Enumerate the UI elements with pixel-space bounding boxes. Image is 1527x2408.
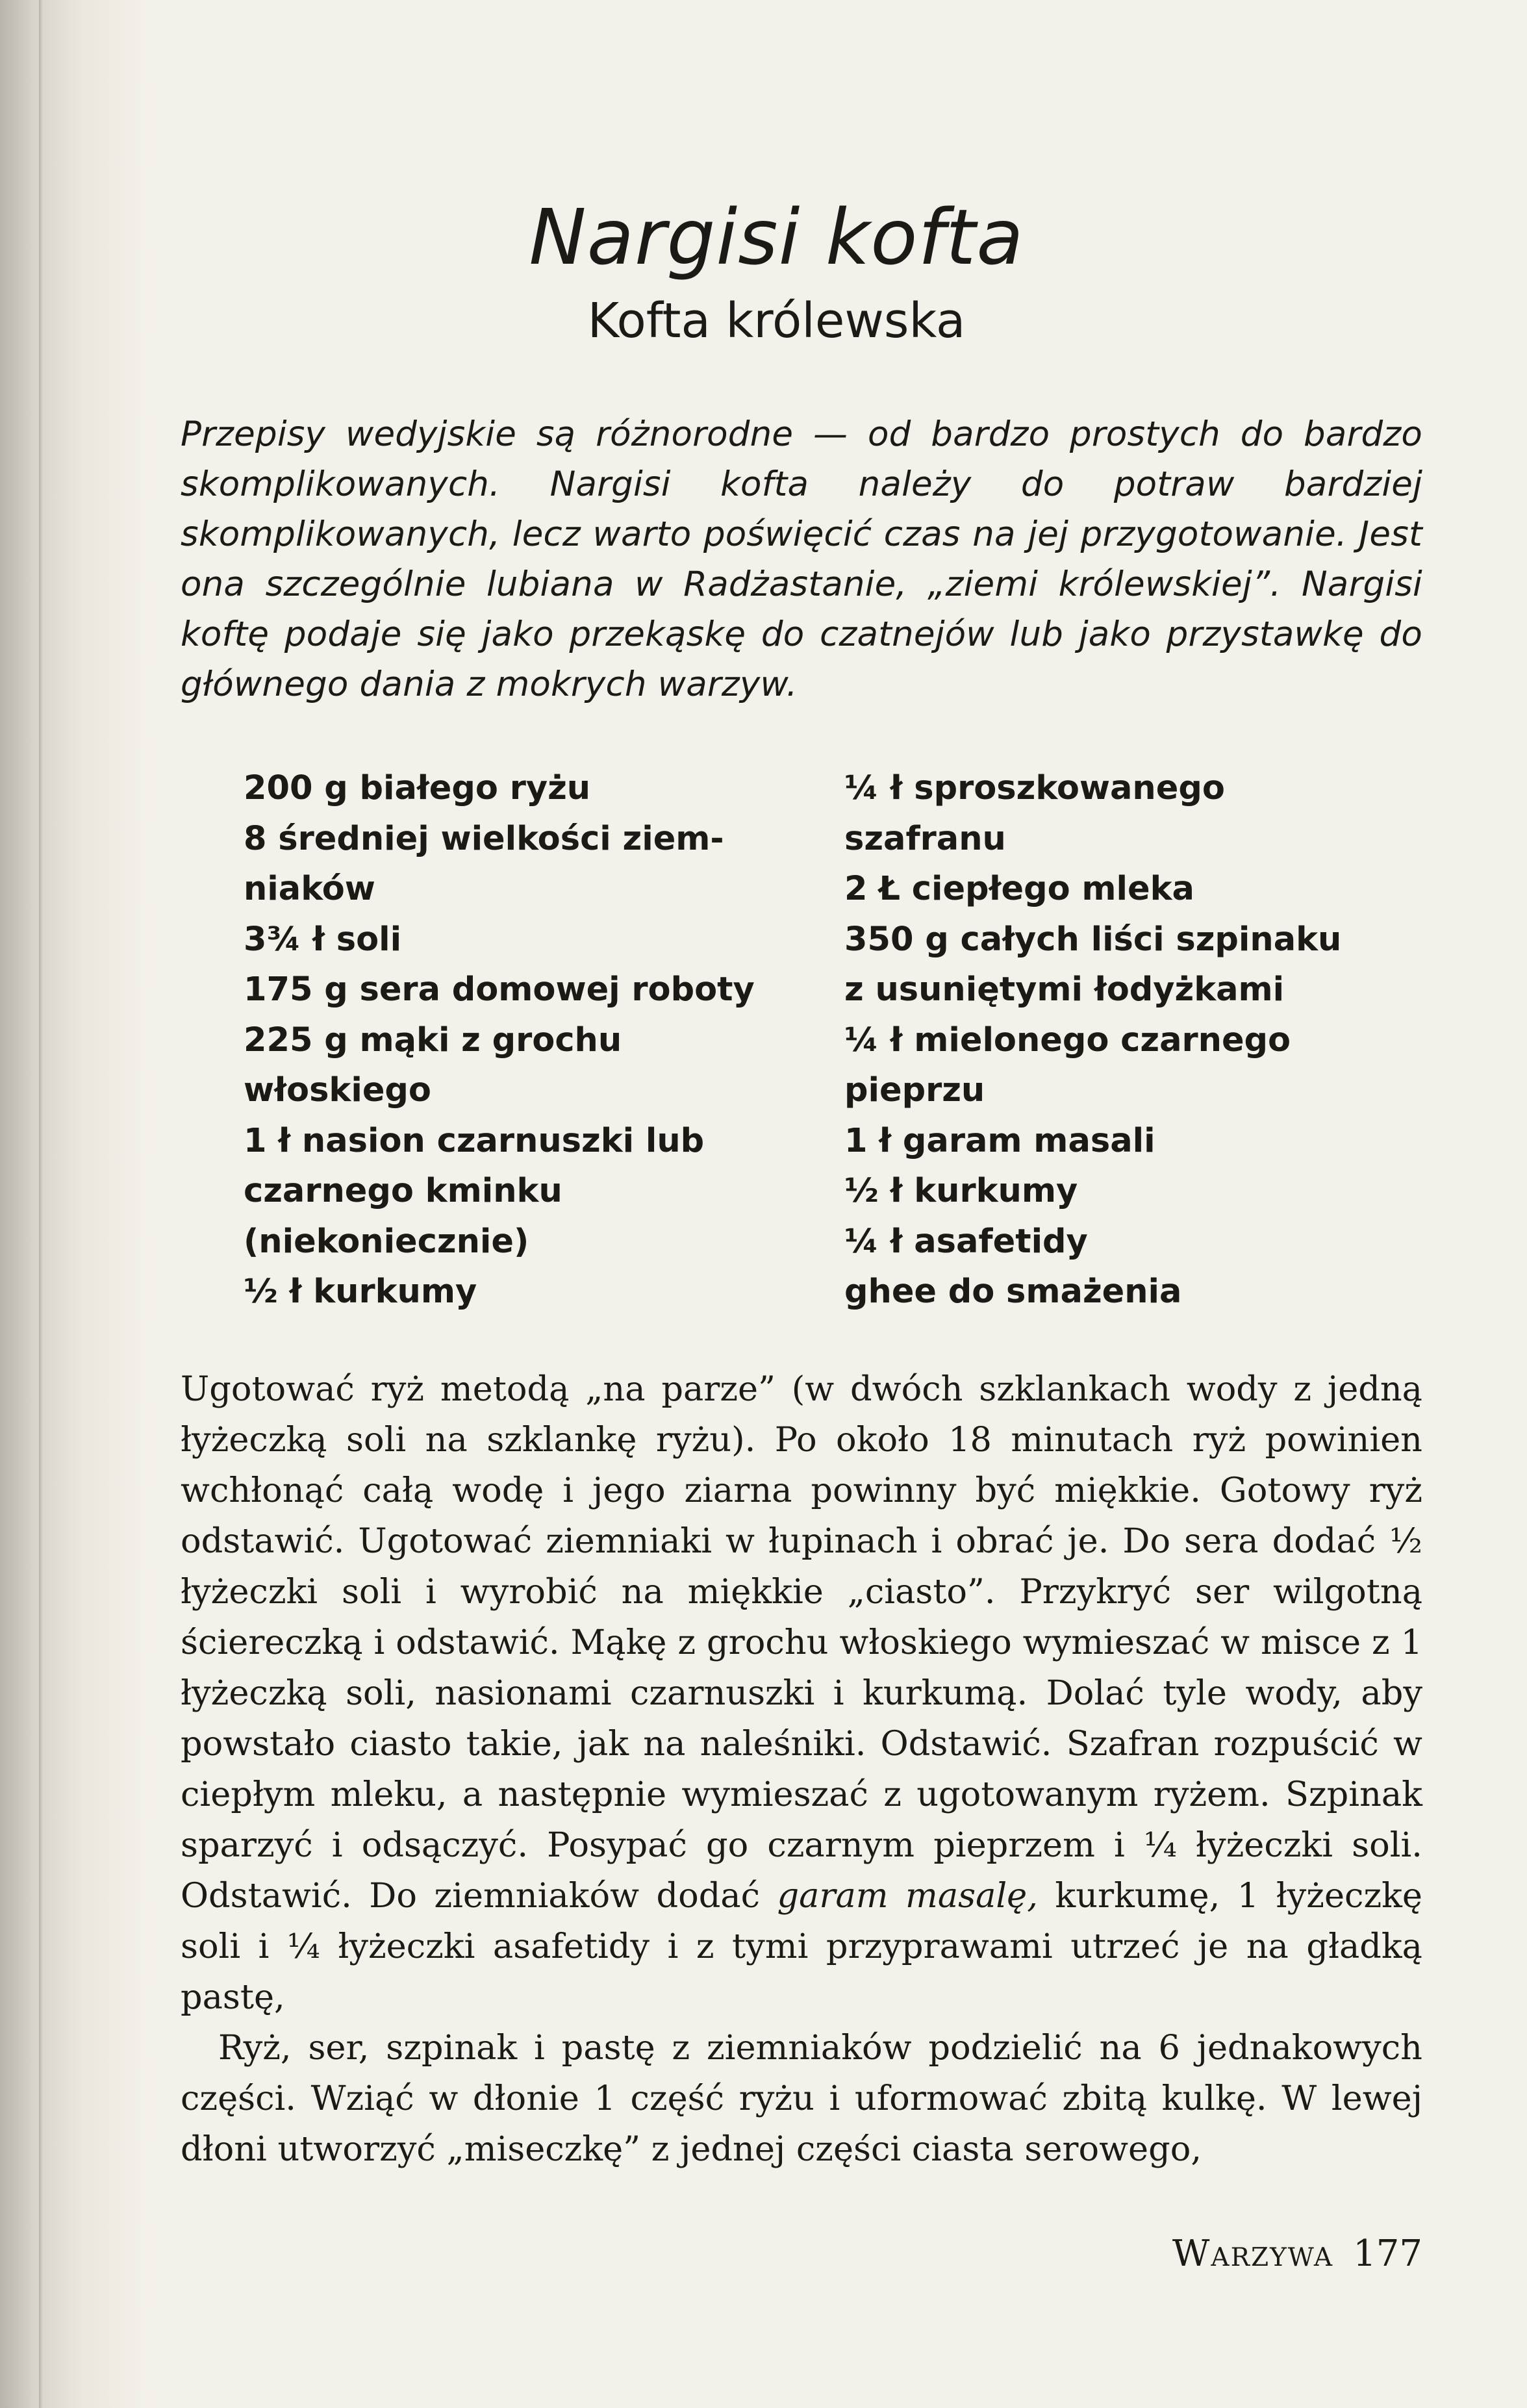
ingredient-line: 3¾ ł soli: [244, 920, 402, 959]
instructions-paragraph-1: [181, 1364, 1422, 2023]
ingredient-item: [244, 915, 854, 965]
ingredient-line: 200 g białego ryżu: [244, 769, 591, 807]
instructions-paragraph-2: Ryż, ser, szpinak i pastę z ziemniaków podzielić na 6 jednakowych części. Wziąć w dłonie 1 część ryżu i uformować zbitą kulkę. W lewej dłoni utworzyć „miseczkę” z jednej części ciasta serowego,: [181, 2028, 1422, 2169]
ingredient-line: 175 g sera domowej roboty: [244, 970, 755, 1009]
ingredient-item: [844, 1116, 1455, 1167]
ingredient-item: [244, 814, 854, 915]
ingredient-item: [244, 763, 854, 814]
ingredient-line: 350 g całych liści szpinaku: [844, 920, 1342, 959]
ingredient-line: ¼ ł sproszkowanego: [844, 769, 1225, 807]
ingredients-right-column: [844, 763, 1455, 1317]
ingredient-line: czarnego kminku: [244, 1172, 562, 1210]
ingredient-item: [244, 1015, 854, 1116]
ingredient-line: pieprzu: [844, 1071, 985, 1109]
ingredient-item: [844, 1217, 1455, 1267]
ingredient-item: [844, 1267, 1455, 1317]
ingredient-line: 1 ł garam masali: [844, 1121, 1155, 1160]
ingredient-item: [844, 915, 1455, 1015]
instructions-italic-term: garam masalę,: [777, 1876, 1038, 1916]
ingredient-line: 2 Ł ciepłego mleka: [844, 870, 1194, 908]
ingredient-line: ½ ł kurkumy: [244, 1273, 477, 1311]
page-footer: [974, 2228, 1422, 2280]
ingredient-line: ghee do smażenia: [844, 1273, 1182, 1311]
ingredient-line: niaków: [244, 870, 375, 908]
book-spine-shadow: [0, 0, 149, 2408]
ingredient-line: szafranu: [844, 819, 1006, 858]
ingredient-line: z usuniętymi łodyżkami: [844, 970, 1285, 1009]
ingredient-item: [244, 965, 854, 1015]
ingredient-item: [844, 1166, 1455, 1217]
ingredient-line: ¼ ł mielonego czarnego: [844, 1020, 1291, 1059]
ingredient-line: 225 g mąki z grochu: [244, 1020, 622, 1059]
page-number: 177: [1353, 2233, 1422, 2275]
ingredient-item: [844, 1015, 1455, 1116]
ingredient-item: [844, 864, 1455, 915]
ingredient-item: [244, 1267, 854, 1317]
ingredient-line: włoskiego: [244, 1071, 431, 1109]
section-name: Warzywa: [1172, 2233, 1334, 2275]
ingredient-line: ¼ ł asafetidy: [844, 1222, 1088, 1261]
recipe-header: [0, 188, 1527, 353]
instructions-text: kurkumę, 1 łyżeczkę soli i ¼ łyżeczki asafetidy i z tymi przyprawami utrzeć je na gładką pastę,: [181, 1876, 1422, 2017]
ingredient-line: 8 średniej wielkości ziem-: [244, 819, 724, 858]
ingredient-line: 1 ł nasion czarnuszki lub: [244, 1121, 705, 1160]
instructions-text: Ugotować ryż metodą „na parze” (w dwóch szklankach wody z jedną łyżeczką soli na szklankę ryżu). Po około 18 minutach ryż powinien wchłonąć całą wodę i jego ziarna powinny być miękkie. Gotowy ryż odstawić. Ugotować ziemniaki w łupinach i obrać je. Do sera dodać ½ łyżeczki soli i wyrobić na miękkie „ciasto”. Przykryć ser wilgotną ściereczką i odstawić. Mąkę z grochu włoskiego wymieszać w misce z 1 łyżeczką soli, nasionami czarnuszki i kurkumą. Dolać tyle wody, aby powstało ciasto takie, jak na naleśniki. Odstawić. Szafran rozpuścić w ciepłym mleku, a następnie wymieszać z ugotowanym ryżem. Szpinak sparzyć i odsączyć. Posypać go czarnym pieprzem i ¼ łyżeczki soli. Odstawić. Do ziemniaków dodać: [181, 1369, 1422, 1916]
ingredients-left-column: [244, 763, 854, 1317]
ingredient-line: ½ ł kurkumy: [844, 1172, 1078, 1210]
ingredient-line: (niekoniecznie): [244, 1222, 529, 1261]
ingredient-item: [244, 1116, 854, 1267]
recipe-subtitle: Kofta królewska: [587, 293, 966, 349]
intro-paragraph: Przepisy wedyjskie są różnorodne — od bardzo prostych do bardzo skomplikowanych. Nargisi kofta należy do potraw bardziej skomplikowanych, lecz warto poświęcić czas na jej przygotowanie. Jest ona szczególnie lubiana w Radżastanie, „ziemi królewskiej”. Nargisi koftę podaje się jako przekąskę do czatnejów lub jako przystawkę do głównego dania z mokrych warzyw.: [181, 414, 1422, 704]
ingredient-item: [844, 763, 1455, 864]
page-gutter: [39, 0, 43, 2408]
recipe-title: Nargisi kofta: [529, 192, 1024, 282]
instructions: [181, 1364, 1422, 2175]
